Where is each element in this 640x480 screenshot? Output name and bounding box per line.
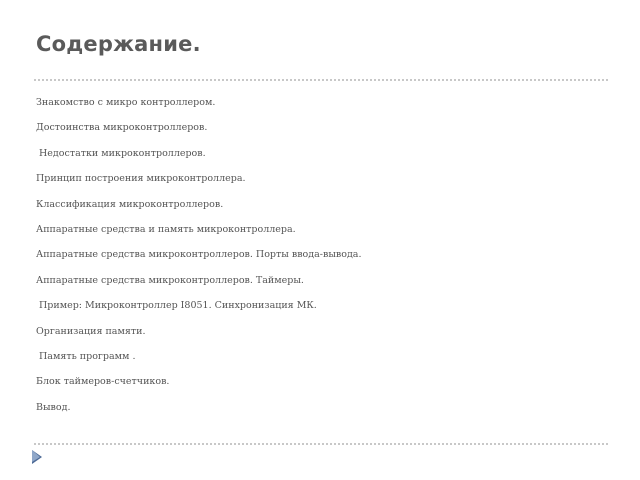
- list-item: Достоинства микроконтроллеров.: [36, 122, 208, 134]
- list-item: Аппаратные средства микроконтроллеров. Порты ввода-вывода.: [36, 249, 362, 261]
- list-item: Пример: Микроконтроллер I8051. Синхронизация МК.: [36, 300, 317, 312]
- list-item: Блок таймеров-счетчиков.: [36, 376, 170, 388]
- list-item: Организация памяти.: [36, 325, 146, 337]
- bottom-divider: [34, 443, 608, 445]
- slide-title: Содержание.: [36, 32, 201, 56]
- contents-list: [36, 96, 362, 426]
- list-item: Классификация микроконтроллеров.: [36, 198, 224, 210]
- triangle-bullet-icon: [31, 449, 43, 465]
- list-item: Знакомство с микро контроллером.: [36, 97, 216, 108]
- list-item: Память программ .: [36, 350, 136, 362]
- top-divider: [34, 79, 608, 81]
- list-item: Аппаратные средства микроконтроллеров. Таймеры.: [36, 274, 304, 286]
- list-item: Аппаратные средства и память микроконтроллера.: [36, 223, 296, 235]
- list-item: Принцип построения микроконтроллера.: [36, 173, 246, 185]
- list-item: Вывод.: [36, 401, 71, 413]
- list-item: Недостатки микроконтроллеров.: [36, 147, 206, 159]
